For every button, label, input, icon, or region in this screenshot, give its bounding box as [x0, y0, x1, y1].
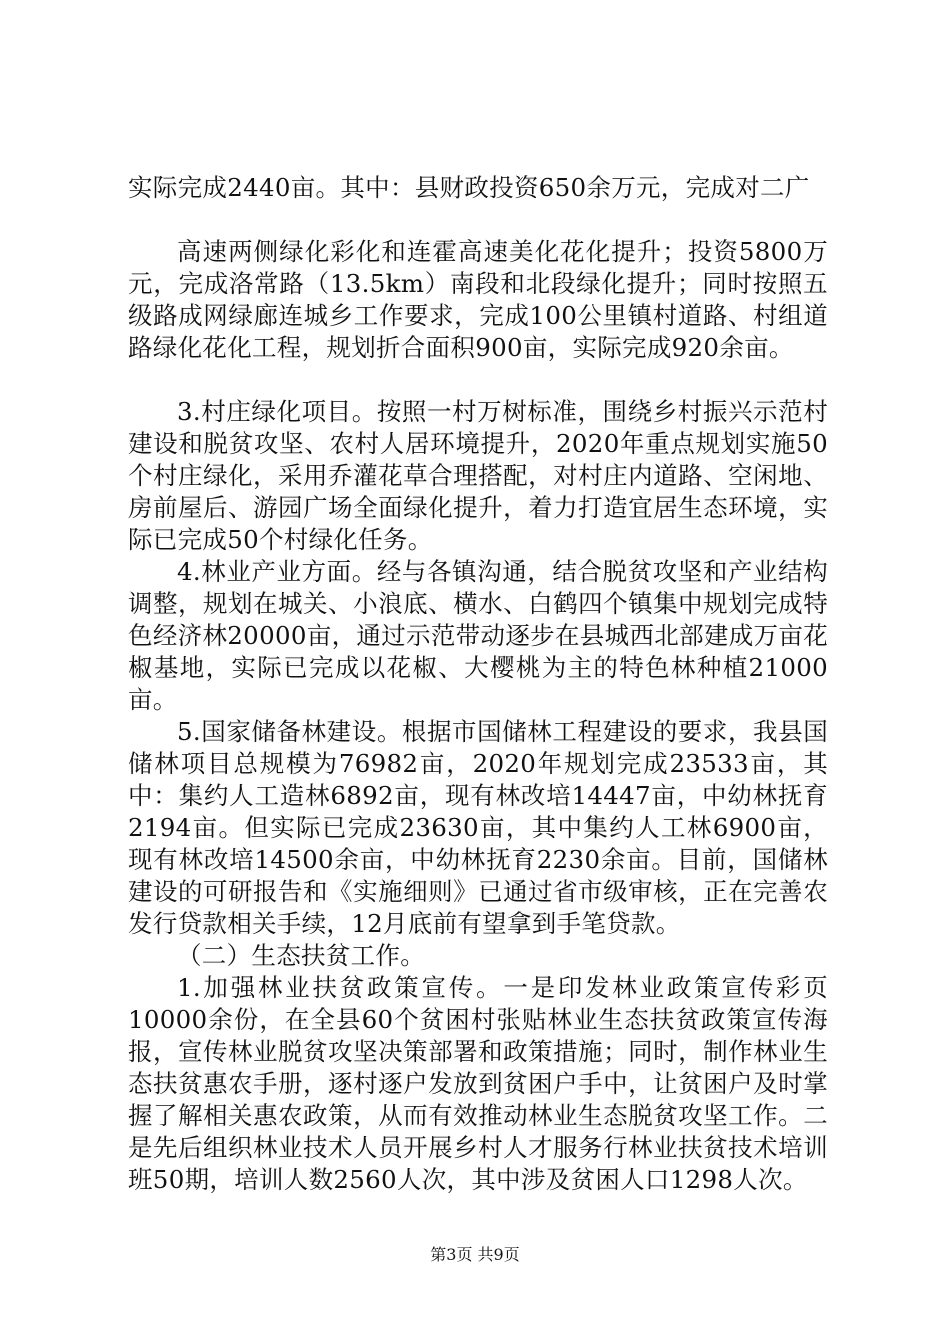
section-heading-ecological-poverty-alleviation: （二）生态扶贫工作。 [177, 941, 425, 970]
paragraph-continuation-line: 实际完成2440亩。其中：县财政投资650余万元，完成对二广 [128, 173, 810, 202]
page-footer: 第3页 共9页 [430, 1245, 520, 1264]
paragraph-national-reserve-forest: 5.国家储备林建设。根据市国储林工程建设的要求，我县国储林项目总规模为76982亩，2020年规划完成23533亩，其中：集约人工造林6892亩，现有林改培14447亩，中幼林抚育2194亩。但实际已完成23630亩，其中集约人工林6900亩，现有林改培14500余亩，中幼林抚育2230余亩。目前，国储林建设的可研报告和《实施细则》已通过省市级审核，正在完善农发行贷款相关手续，12月底前有望拿到手笔贷款。 [128, 717, 828, 938]
paragraph-forestry-industry: 4.林业产业方面。经与各镇沟通，结合脱贫攻坚和产业结构调整，规划在城关、小浪底、横水、白鹤四个镇集中规划完成特色经济林20000亩，通过示范带动逐步在县城西北部建成万亩花椒基地，实际已完成以花椒、大樱桃为主的特色林种植21000亩。 [128, 557, 828, 714]
text-block-top [128, 172, 828, 204]
paragraph-policy-publicity: 1.加强林业扶贫政策宣传。一是印发林业政策宣传彩页10000余份，在全县60个贫困村张贴林业生态扶贫政策宣传海报，宣传林业脱贫攻坚决策部署和政策措施；同时，制作林业生态扶贫惠农手册，逐村逐户发放到贫困户手中，让贫困户及时掌握了解相关惠农政策，从而有效推动林业生态脱贫攻坚工作。二是先后组织林业技术人员开展乡村人才服务行林业扶贫技术培训班50期，培训人数2560人次，其中涉及贫困人口1298人次。 [128, 973, 828, 1194]
paragraph-road-greening: 高速两侧绿化彩化和连霍高速美化花化提升；投资5800万元，完成洛常路（13.5km）南段和北段绿化提升；同时按照五级路成网绿廊连城乡工作要求，完成100公里镇村道路、村组道路绿化花化工程，规划折合面积900亩，实际完成920余亩。 [128, 237, 828, 362]
text-block-main [128, 396, 828, 1196]
paragraph-village-greening: 3.村庄绿化项目。按照一村万树标准，围绕乡村振兴示范村建设和脱贫攻坚、农村人居环境提升，2020年重点规划实施50个村庄绿化，采用乔灌花草合理搭配，对村庄内道路、空闲地、房前屋后、游园广场全面绿化提升，着力打造宜居生态环境，实际已完成50个村绿化任务。 [128, 397, 828, 554]
text-block-roads [128, 236, 828, 364]
